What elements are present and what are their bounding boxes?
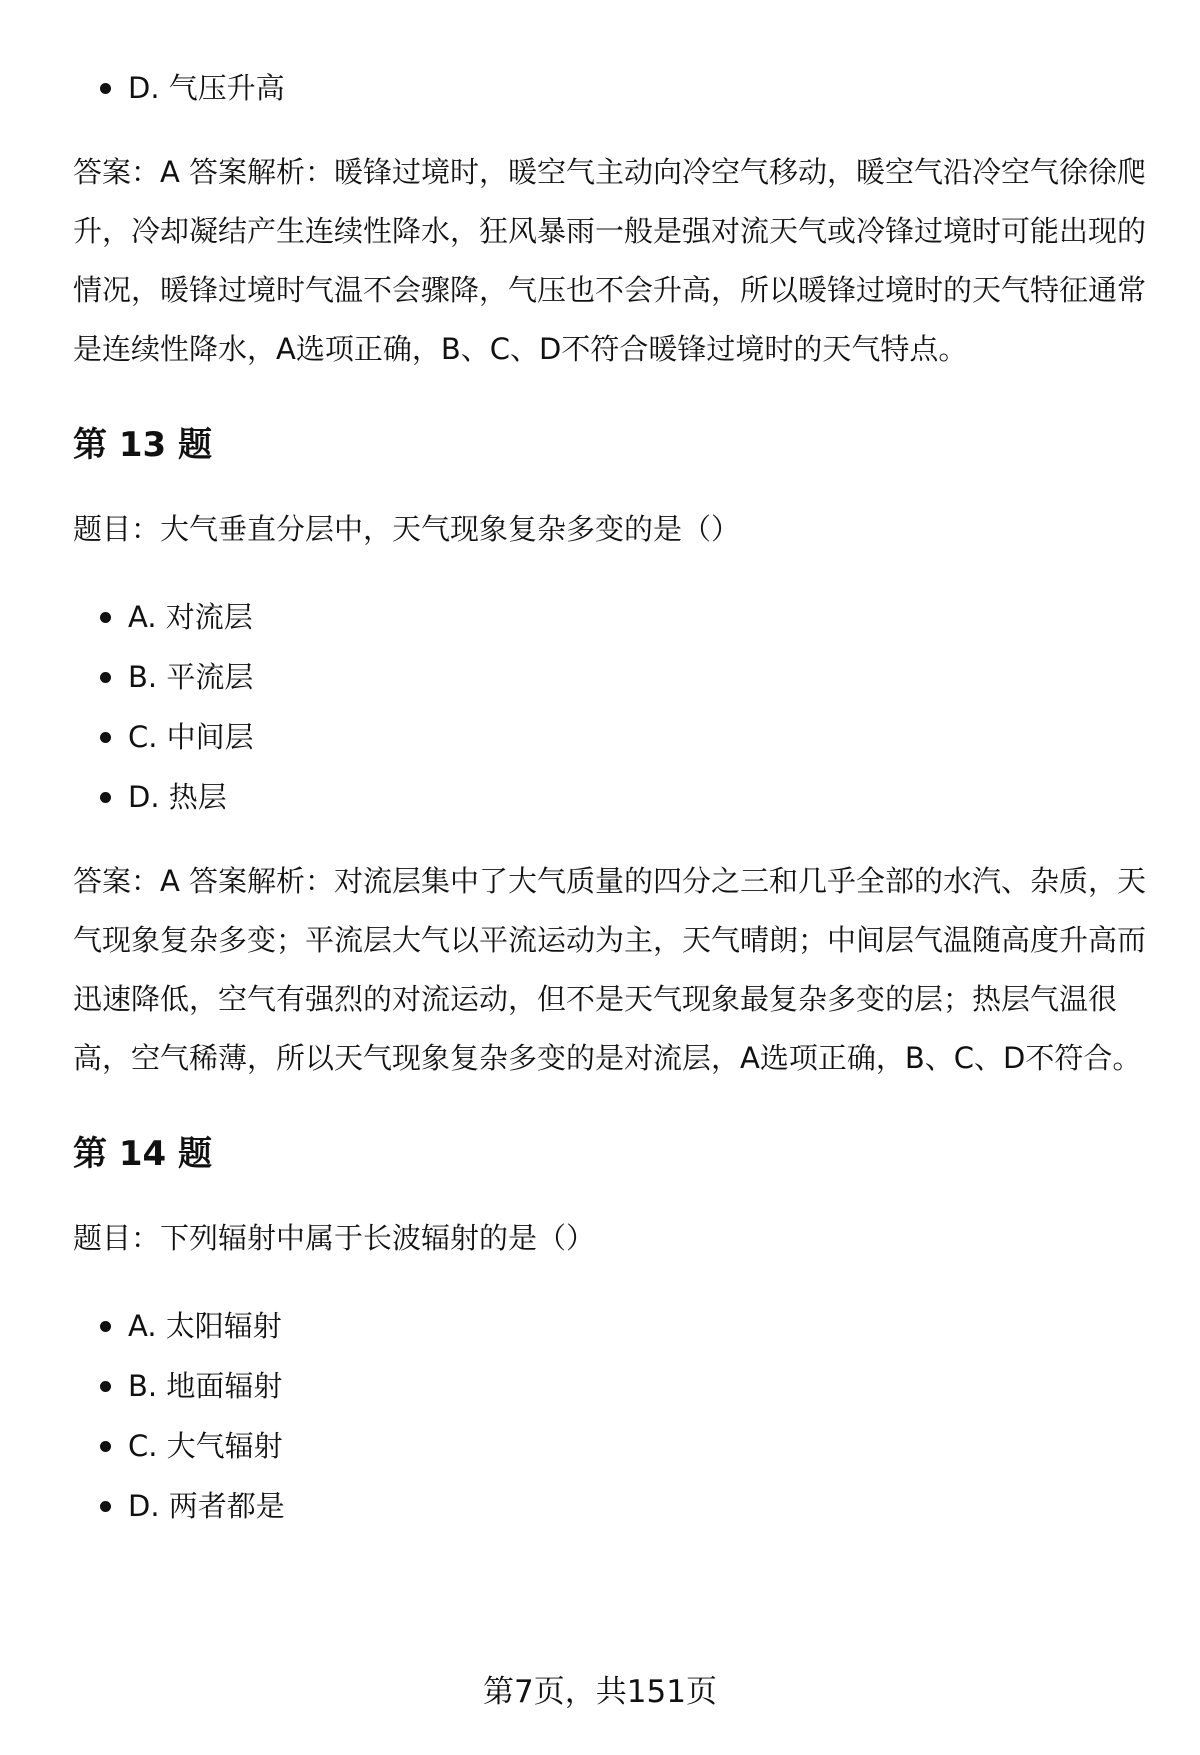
- option-label: D. 两者都是: [128, 1489, 285, 1523]
- option-label: D. 气压升高: [128, 71, 285, 105]
- option-list: [73, 1296, 1153, 1536]
- option-item: [73, 647, 1153, 707]
- option-item: [73, 1416, 1153, 1476]
- question-stem: 题目：下列辐射中属于长波辐射的是（）: [73, 1221, 596, 1255]
- bullet-icon: [100, 732, 111, 743]
- bullet-icon: [100, 1441, 111, 1452]
- option-label: D. 热层: [128, 780, 227, 814]
- bullet-icon: [100, 612, 111, 623]
- bullet-icon: [100, 672, 111, 683]
- option-label: C. 大气辐射: [128, 1429, 283, 1463]
- question-heading: 第 14 题: [73, 1134, 212, 1174]
- bullet-icon: [100, 1501, 111, 1512]
- option-label: A. 对流层: [128, 600, 253, 634]
- option-label: B. 地面辐射: [128, 1369, 283, 1403]
- option-list: [73, 587, 1153, 827]
- option-label: B. 平流层: [128, 660, 254, 694]
- option-item: [73, 587, 1153, 647]
- option-list: [73, 58, 1153, 118]
- page-content: [73, 58, 1153, 1536]
- option-item: [73, 1356, 1153, 1416]
- question-stem: 题目：大气垂直分层中，天气现象复杂多变的是（）: [73, 512, 741, 546]
- option-label: A. 太阳辐射: [128, 1309, 282, 1343]
- option-label: C. 中间层: [128, 720, 254, 754]
- bullet-icon: [100, 83, 111, 94]
- bullet-icon: [100, 792, 111, 803]
- option-item: [73, 1296, 1153, 1356]
- answer-explanation: 答案：A 答案解析：对流层集中了大气质量的四分之三和几乎全部的水汽、杂质，天气现象复杂多变；平流层大气以平流运动为主，天气晴朗；中间层气温随高度升高而迅速降低，空气有强烈的对流运动，但不是天气现象最复杂多变的层；热层气温很高，空气稀薄，所以天气现象复杂多变的是对流层，A选项正确，B、C、D不符合。: [73, 864, 1147, 1075]
- bullet-icon: [100, 1381, 111, 1392]
- bullet-icon: [100, 1321, 111, 1332]
- page-number-footer: 第7页，共151页: [483, 1674, 717, 1710]
- question-heading: 第 13 题: [73, 425, 212, 465]
- option-item: [73, 58, 1153, 118]
- option-item: [73, 707, 1153, 767]
- option-item: [73, 767, 1153, 827]
- option-item: [73, 1476, 1153, 1536]
- answer-explanation: 答案：A 答案解析：暖锋过境时，暖空气主动向冷空气移动，暖空气沿冷空气徐徐爬升，冷却凝结产生连续性降水，狂风暴雨一般是强对流天气或冷锋过境时可能出现的情况，暖锋过境时气温不会骤降，气压也不会升高，所以暖锋过境时的天气特征通常是连续性降水，A选项正确，B、C、D不符合暖锋过境时的天气特点。: [73, 155, 1147, 366]
